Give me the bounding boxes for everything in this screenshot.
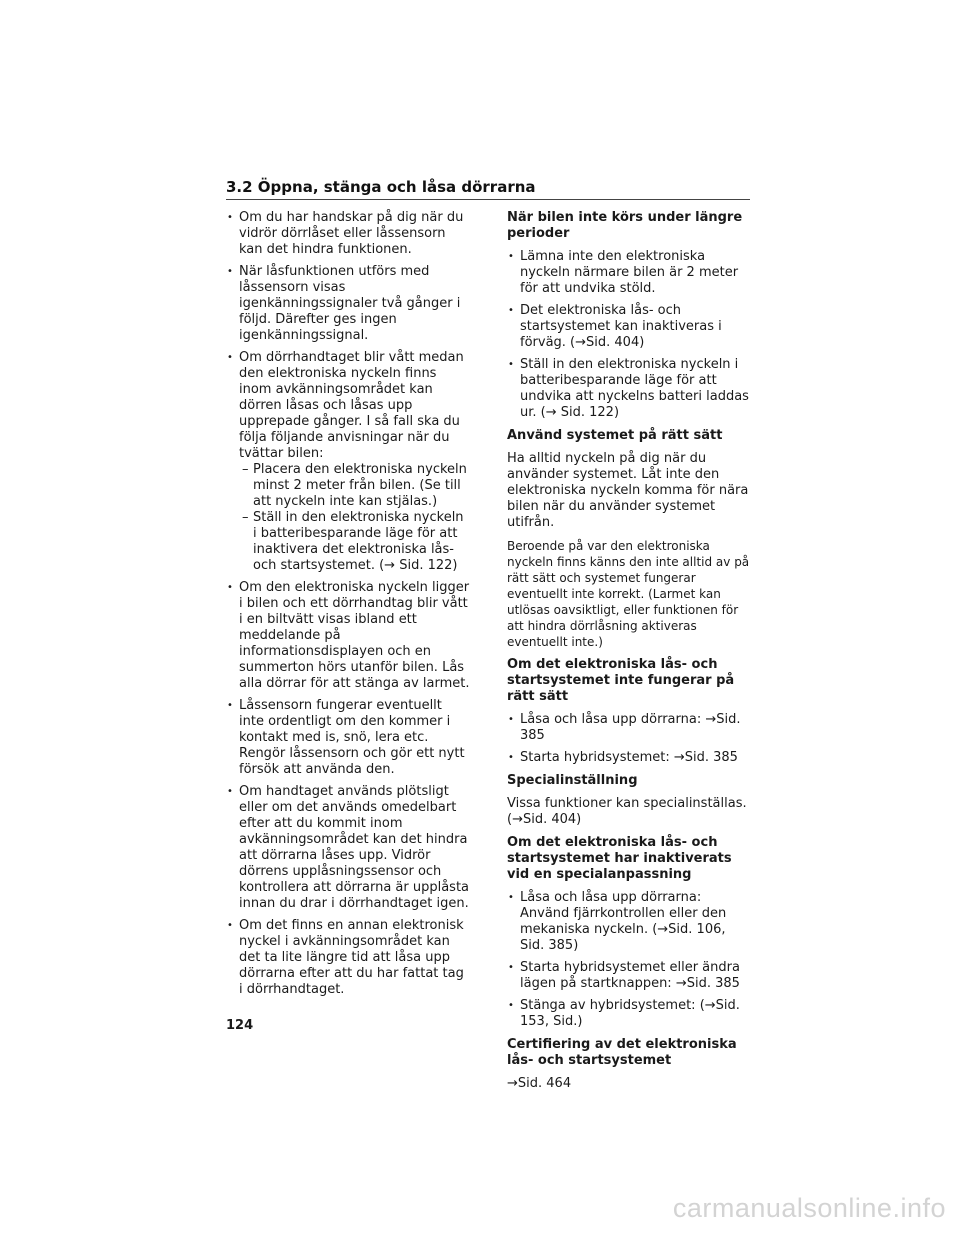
sub-list-item: – Placera den elektroniska nyckeln minst 2 meter från bilen. (Se till att nyckeln inte kan stjälas.) — [239, 462, 470, 510]
page-number: 124 — [226, 1018, 254, 1033]
list-item-text: Om handtaget används plötsligt eller om det används omedelbart efter att du kommit inom avkänningsområdet kan det hindra att dörrarna låses upp. Vidrör dörrens upplåsningssensor och kontrollera att dörrarna är upplåsta innan du drar i dörrhandtaget igen. — [239, 784, 470, 911]
paragraph: Beroende på var den elektroniska nyckeln finns känns den inte alltid av på rätt sätt och systemet fungerar eventuellt inte korrekt. (Larmet kan utlösas oavsiktligt, eller funktionen för att hindra dörrlåsning aktiveras eventuellt inte.) — [507, 539, 750, 649]
list-item: • Ställ in den elektroniska nyckeln i batteribesparande läge för att undvika att nyckelns batteri laddas ur. (→ Sid. 122) — [507, 357, 751, 421]
right-column — [507, 210, 751, 1099]
paragraph: →Sid. 464 — [507, 1076, 572, 1091]
list-item-text: Om den elektroniska nyckeln ligger i bilen och ett dörrhandtag blir vått i en biltvätt visas ibland ett meddelande på informationsdisplayen och en summerton hörs utanför bilen. Lås alla dörrar för att stänga av larmet. — [239, 580, 470, 691]
list-item-text: Om dörrhandtaget blir vått medan den elektroniska nyckeln finns inom avkänningsområdet kan dörren låsas och låsas upp upprepade gånger. I så fall ska du följa följande anvisningar när du tvättar bilen: — [239, 350, 464, 461]
bullet-list — [507, 890, 751, 1030]
bullet-list — [507, 249, 751, 421]
list-item-text: Om du har handskar på dig när du vidrör dörrlåset eller låssensorn kan det hindra funktionen. — [239, 210, 464, 257]
section-heading: Certifiering av det elektroniska lås- och startsystemet — [507, 1037, 737, 1068]
list-item — [226, 210, 470, 258]
list-item-text: Låssensorn fungerar eventuellt inte ordentligt om den kommer i kontakt med is, snö, lera etc. Rengör låssensorn och gör ett nytt försök att använda den. — [239, 698, 465, 777]
list-item: • Låsa och låsa upp dörrarna: Använd fjärrkontrollen eller den mekaniska nyckeln. (→Sid. 106, Sid. 385) — [507, 890, 751, 954]
list-item: • Starta hybridsystemet eller ändra lägen på startknappen: →Sid. 385 — [507, 960, 751, 992]
header-divider — [226, 199, 750, 200]
list-item: • Lämna inte den elektroniska nyckeln närmare bilen är 2 meter för att undvika stöld. — [507, 249, 751, 297]
section-heading: Specialinställning — [507, 773, 638, 788]
sub-list — [239, 462, 470, 574]
bullet-list — [507, 712, 751, 766]
list-item — [226, 918, 470, 998]
section-heading: Om det elektroniska lås- och startsystemet har inaktiverats vid en specialanpassning — [507, 835, 732, 882]
list-item — [226, 264, 470, 344]
list-item: • Det elektroniska lås- och startsystemet kan inaktiveras i förväg. (→Sid. 404) — [507, 303, 751, 351]
list-item: • Låsa och låsa upp dörrarna: →Sid. 385 — [507, 712, 751, 744]
list-item — [226, 698, 470, 778]
left-column — [226, 210, 470, 1004]
section-heading: Om det elektroniska lås- och startsystemet inte fungerar på rätt sätt — [507, 657, 735, 704]
list-item: • Starta hybridsystemet: →Sid. 385 — [507, 750, 751, 766]
paragraph: Ha alltid nyckeln på dig när du använder systemet. Låt inte den elektroniska nyckeln komma för nära bilen när du använder systemet utifrån. — [507, 451, 749, 530]
section-heading: Använd systemet på rätt sätt — [507, 428, 723, 443]
paragraph: Vissa funktioner kan specialinställas. (→Sid. 404) — [507, 796, 747, 827]
list-item — [226, 580, 470, 692]
list-item-text: När låsfunktionen utförs med låssensorn visas igenkänningssignaler två gånger i följd. Därefter ges ingen igenkänningssignal. — [239, 264, 461, 343]
sub-list-item: – Ställ in den elektroniska nyckeln i batteribesparande läge för att inaktivera det elektroniska lås- och startsystemet. (→ Sid. 122) — [239, 510, 470, 574]
watermark: carmanualsonline.info — [672, 1193, 946, 1223]
list-item — [226, 784, 470, 912]
section-title: 3.2 Öppna, stänga och låsa dörrarna — [226, 178, 536, 196]
list-item-text: Om det finns en annan elektronisk nyckel i avkänningsområdet kan det ta lite längre tid att låsa upp dörrarna efter att du har fattat tag i dörrhandtaget. — [239, 918, 464, 997]
left-bullet-list — [226, 210, 470, 998]
list-item: • Stänga av hybridsystemet: (→Sid. 153, Sid.) — [507, 998, 751, 1030]
list-item — [226, 350, 470, 574]
section-heading: När bilen inte körs under längre perioder — [507, 210, 743, 241]
